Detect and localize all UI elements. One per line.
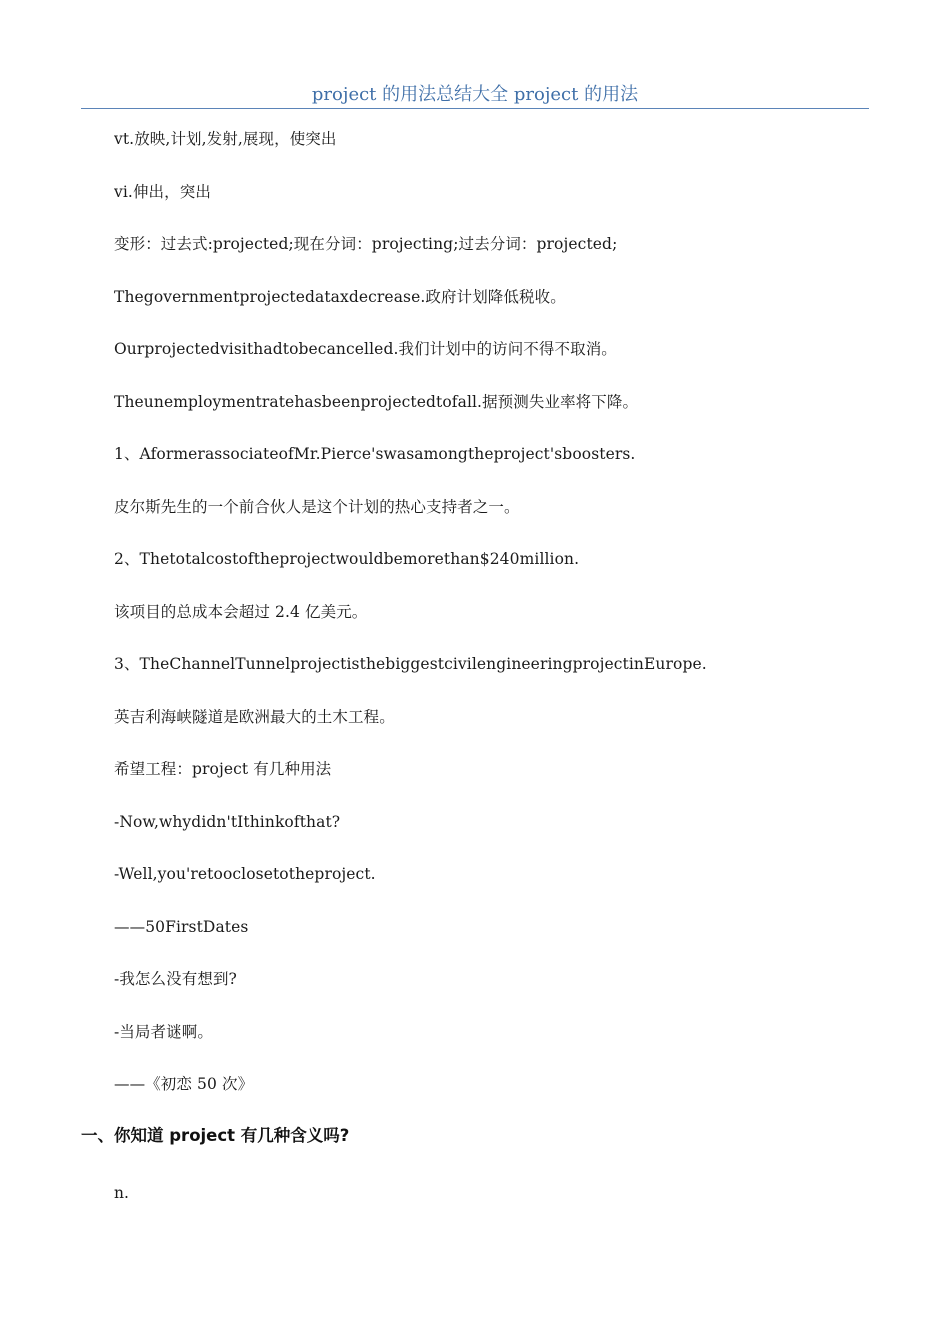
example-translation: 皮尔斯先生的一个前合伙人是这个计划的热心支持者之一。 bbox=[114, 497, 520, 516]
numbered-example: 1、AformerassociateofMr.Pierce'swasamongtheproject'sboosters. bbox=[114, 445, 636, 463]
dialogue-line: -我怎么没有想到? bbox=[114, 970, 237, 988]
definition-vt: vt.放映,计划,发射,展现，使突出 bbox=[114, 130, 337, 148]
dialogue-line: -Now,whydidn'tIthinkofthat? bbox=[114, 812, 341, 831]
dialogue-line: -当局者谜啊。 bbox=[114, 1022, 213, 1041]
example-sentence: Thegovernmentprojectedataxdecrease.政府计划降低税收。 bbox=[114, 287, 566, 306]
numbered-example: 3、TheChannelTunnelprojectisthebiggestcivilengineeringprojectinEurope. bbox=[114, 655, 707, 673]
example-sentence: Ourprojectedvisithadtobecancelled.我们计划中的访问不得不取消。 bbox=[114, 340, 617, 358]
part-of-speech-noun: n. bbox=[114, 1184, 129, 1202]
dialogue-source: ——50FirstDates bbox=[114, 917, 249, 936]
example-translation: 该项目的总成本会超过 2.4 亿美元。 bbox=[114, 602, 368, 621]
section-heading: 一、你知道 project 有几种含义吗? bbox=[81, 1126, 350, 1145]
example-translation: 英吉利海峡隧道是欧洲最大的土木工程。 bbox=[114, 707, 395, 726]
example-sentence: Theunemploymentratehasbeenprojectedtofall.据预测失业率将下降。 bbox=[114, 392, 639, 411]
definition-vi: vi.伸出，突出 bbox=[114, 182, 211, 201]
numbered-example: 2、Thetotalcostoftheprojectwouldbemorethan$240million. bbox=[114, 550, 580, 568]
body-text bbox=[114, 126, 904, 1124]
header-title: project 的用法总结大全 project 的用法 bbox=[311, 84, 639, 105]
page-header bbox=[81, 82, 869, 109]
verb-forms: 变形：过去式:projected;现在分词：projecting;过去分词：projected; bbox=[114, 235, 618, 253]
dialogue-source: ——《初恋 50 次》 bbox=[114, 1075, 254, 1093]
subtopic-line: 希望工程：project 有几种用法 bbox=[114, 760, 332, 778]
dialogue-line: -Well,you'retooclosetotheproject. bbox=[114, 865, 376, 883]
